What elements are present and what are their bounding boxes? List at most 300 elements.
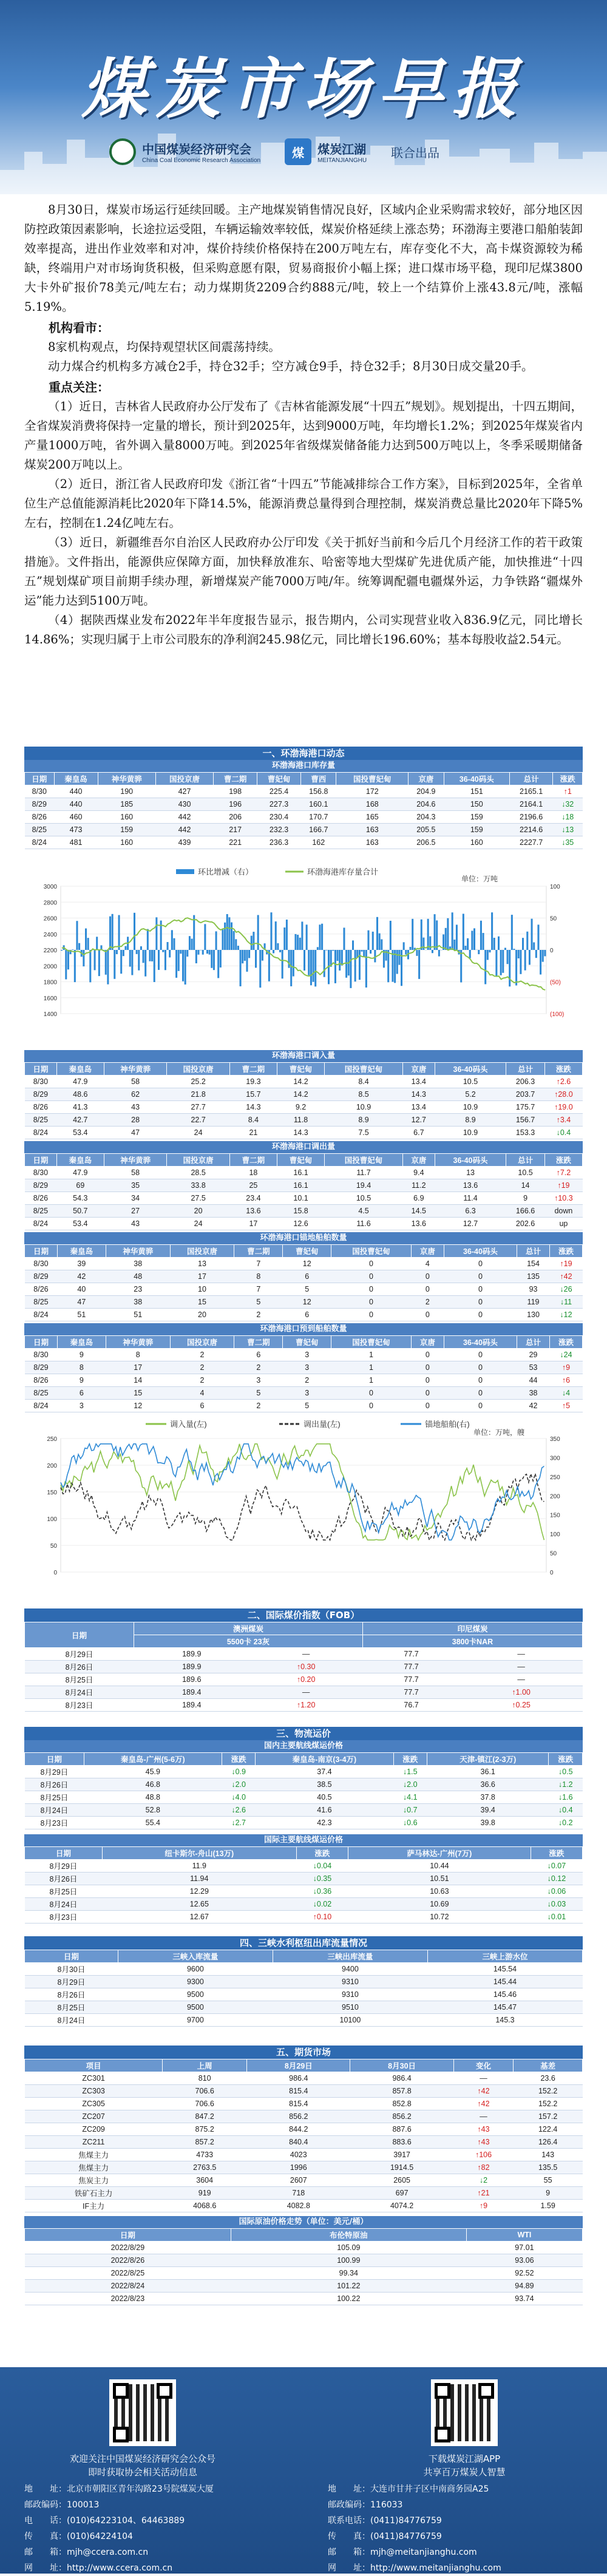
change-bar bbox=[124, 946, 126, 950]
change-bar bbox=[193, 915, 195, 950]
table-row bbox=[25, 1387, 583, 1400]
table-cell: 14.3 bbox=[277, 1127, 324, 1139]
table-cell: ↓11 bbox=[549, 1296, 582, 1309]
news-item: （2）近日，浙江省人民政府印发《浙江省“十四五”节能减排综合工作方案》，目标到2025年，全省单位生产总值能源消耗比2020年下降14.5%，能源消费总量得到合理控制，煤炭消费总量比2020年下降5%左右，控制在1.24亿吨左右。 bbox=[24, 475, 583, 533]
change-bar bbox=[507, 950, 509, 964]
table-cell: 23.6 bbox=[514, 2072, 583, 2085]
table-row bbox=[25, 1648, 583, 1661]
table-cell: 856.2 bbox=[350, 2110, 453, 2123]
table-cell: 14.5 bbox=[402, 1205, 435, 1218]
table-row bbox=[25, 2149, 583, 2161]
table-cell: ↓0.04 bbox=[296, 1860, 348, 1873]
change-bar bbox=[67, 950, 69, 969]
column-header: 秦皇岛-南京(3-4万) bbox=[256, 1753, 393, 1766]
change-bar bbox=[387, 950, 389, 982]
table-cell: 189.9 bbox=[134, 1661, 250, 1673]
column-header: 涨跌 bbox=[531, 1847, 582, 1860]
change-bar bbox=[279, 950, 281, 952]
change-bar bbox=[464, 946, 466, 950]
focus-heading: 重点关注： bbox=[49, 378, 583, 397]
change-bar bbox=[290, 950, 292, 986]
table-cell: 9 bbox=[57, 1349, 106, 1361]
table-cell: 10.51 bbox=[348, 1873, 531, 1885]
table-cell: ↓0.7 bbox=[393, 1804, 427, 1817]
y-tick-left: 2200 bbox=[44, 947, 58, 954]
table-cell: ↓1.2 bbox=[549, 1778, 583, 1791]
table-cell: 2022/8/24 bbox=[25, 2280, 231, 2293]
contact-line: 邮政编码：100013 bbox=[24, 2497, 214, 2513]
table-cell: 10.69 bbox=[348, 1898, 531, 1911]
table-cell: 46.8 bbox=[84, 1778, 222, 1791]
institutions-view: 8家机构观点，均保持观望状区间震荡持续。 bbox=[24, 337, 583, 357]
table-cell: 8月29日 bbox=[25, 1648, 134, 1661]
change-bar bbox=[524, 950, 526, 971]
table-cell: ↑43 bbox=[453, 2123, 514, 2136]
contact-line: 邮 箱：mjh@meitanjianghu.com bbox=[328, 2544, 501, 2560]
anchor-block bbox=[24, 1232, 583, 1321]
table-cell: 17 bbox=[106, 1361, 170, 1374]
table-cell: 163 bbox=[336, 836, 409, 849]
y-tick-right: 200 bbox=[550, 1493, 560, 1500]
change-bar bbox=[526, 932, 528, 950]
table-cell: 105.09 bbox=[231, 2242, 466, 2254]
change-bar bbox=[94, 950, 96, 970]
table-cell: 143 bbox=[514, 2149, 583, 2161]
table-cell: down bbox=[544, 1205, 582, 1218]
table-cell: ↓0.6 bbox=[393, 1817, 427, 1829]
table-cell: 13 bbox=[435, 1167, 506, 1179]
table-cell: ↑0.20 bbox=[249, 1673, 362, 1686]
table-cell: 159 bbox=[444, 824, 509, 836]
table-cell: 11.94 bbox=[102, 1873, 296, 1885]
scheduled-block bbox=[24, 1323, 583, 1412]
table-cell: ↓0.07 bbox=[531, 1860, 582, 1873]
table-row bbox=[25, 2161, 583, 2174]
table-cell: 76.7 bbox=[362, 1699, 459, 1712]
table-cell: 206.5 bbox=[409, 836, 444, 849]
table-cell: 8/26 bbox=[25, 811, 55, 824]
change-bar bbox=[185, 950, 186, 985]
table-cell: 0 bbox=[411, 1349, 444, 1361]
oil-table bbox=[24, 2228, 583, 2305]
table-cell: 189.9 bbox=[134, 1648, 250, 1661]
table-cell: 0 bbox=[411, 1283, 444, 1296]
table-cell: 160.1 bbox=[301, 798, 336, 811]
table-cell: 2022/8/29 bbox=[25, 2242, 231, 2254]
table-cell: 0 bbox=[411, 1361, 444, 1374]
table-cell: 10100 bbox=[273, 2014, 427, 2027]
table-cell: 11.8 bbox=[277, 1114, 324, 1127]
table-cell: 119 bbox=[517, 1296, 550, 1309]
table-row bbox=[25, 1766, 583, 1778]
table-cell: 8.9 bbox=[325, 1114, 403, 1127]
table-cell: ↓2.7 bbox=[222, 1817, 255, 1829]
table-cell: 40.5 bbox=[256, 1791, 393, 1804]
column-header: 曹二期 bbox=[229, 1063, 277, 1076]
table-cell: 0 bbox=[411, 1309, 444, 1321]
change-bar bbox=[445, 928, 447, 950]
column-header: 秦皇岛 bbox=[56, 1063, 104, 1076]
table-cell: 12.7 bbox=[435, 1218, 506, 1230]
table-cell: 35 bbox=[104, 1179, 166, 1192]
column-header: 神华黄骅 bbox=[106, 1336, 170, 1349]
section-title: 一、环渤海港口动态 bbox=[24, 747, 583, 760]
table-cell: 152.2 bbox=[514, 2098, 583, 2110]
table-row bbox=[25, 2242, 583, 2254]
change-bar bbox=[173, 938, 175, 950]
change-bar bbox=[301, 921, 303, 950]
table-title: 环渤海港口调入量 bbox=[24, 1050, 583, 1062]
table-cell: 10.72 bbox=[348, 1911, 531, 1924]
plot-area bbox=[61, 1439, 546, 1572]
mtjh-logo bbox=[285, 138, 367, 165]
inventory-chart bbox=[24, 862, 583, 1044]
table-cell: 8月29日 bbox=[25, 1860, 103, 1873]
table-cell: 100.99 bbox=[231, 2254, 466, 2267]
port-dynamics-section bbox=[24, 747, 583, 849]
change-bar bbox=[438, 950, 440, 957]
column-header: 天津-镇江(2-3万) bbox=[427, 1753, 549, 1766]
column-header: 曹妃甸 bbox=[277, 1063, 324, 1076]
mtjh-name-en: MEITANJIANGHU bbox=[317, 157, 367, 164]
change-bar bbox=[471, 930, 473, 950]
inflow-table bbox=[24, 1062, 583, 1139]
change-bar bbox=[314, 950, 316, 986]
table-cell: 442 bbox=[155, 811, 213, 824]
legend-label: 调出量(左) bbox=[304, 1420, 341, 1429]
table-cell: 7.5 bbox=[325, 1127, 403, 1139]
table-cell: 986.4 bbox=[247, 2072, 350, 2085]
table-cell: — bbox=[453, 2072, 514, 2085]
change-bar bbox=[158, 950, 160, 970]
change-bar bbox=[487, 950, 489, 960]
table-cell: 1 bbox=[331, 1361, 412, 1374]
table-cell: 3 bbox=[283, 1361, 331, 1374]
column-header: 总计 bbox=[517, 1336, 550, 1349]
table-cell: 55 bbox=[514, 2174, 583, 2187]
change-bar bbox=[277, 943, 279, 950]
change-bar bbox=[319, 924, 320, 950]
table-cell: 196 bbox=[214, 798, 257, 811]
table-cell: ↓0.01 bbox=[531, 1911, 582, 1924]
change-bar bbox=[345, 950, 347, 978]
column-header: 涨跌 bbox=[553, 773, 583, 785]
table-cell: ↑10.3 bbox=[544, 1192, 582, 1205]
news-item: （4）据陕西煤业发布2022年半年度报告显示，报告期内，公司实现营业收入836.9亿元，同比增长14.86%；实现归属于上市公司股东的净利润245.98亿元，同比增长196.60%；基本每股收益2.54元。 bbox=[24, 611, 583, 649]
table-row bbox=[25, 1873, 583, 1885]
table-cell: 0 bbox=[444, 1296, 517, 1309]
table-cell: 430 bbox=[155, 798, 213, 811]
table-cell: 37.8 bbox=[427, 1791, 549, 1804]
table-cell: ↓13 bbox=[553, 824, 583, 836]
table-cell: 8月25日 bbox=[25, 1673, 134, 1686]
change-bar bbox=[363, 950, 365, 957]
change-bar bbox=[220, 950, 222, 968]
table-cell: ↓2.0 bbox=[222, 1778, 255, 1791]
y-tick-right: 150 bbox=[550, 1513, 560, 1519]
change-bar bbox=[379, 934, 381, 950]
table-cell: 460 bbox=[54, 811, 98, 824]
table-cell: 205.5 bbox=[409, 824, 444, 836]
table-cell: 11.6 bbox=[325, 1218, 403, 1230]
change-bar bbox=[286, 920, 288, 950]
column-header: 国投京唐 bbox=[155, 773, 213, 785]
intro-text bbox=[24, 200, 583, 649]
column-header: 国投京唐 bbox=[170, 1245, 234, 1258]
table-row bbox=[25, 1205, 583, 1218]
table-row bbox=[25, 1114, 583, 1127]
table-cell: ↑106 bbox=[453, 2149, 514, 2161]
table-title: 国际主要航线煤运价格 bbox=[24, 1834, 583, 1846]
table-cell: 8月26日 bbox=[25, 1988, 118, 2001]
table-cell: 875.2 bbox=[163, 2123, 247, 2136]
column-header: 日期 bbox=[25, 1245, 58, 1258]
column-header: 日期 bbox=[25, 1847, 103, 1860]
change-bar bbox=[293, 950, 294, 977]
table-cell: 8月25日 bbox=[25, 2001, 118, 2014]
table-cell: 1.59 bbox=[514, 2200, 583, 2212]
change-bar bbox=[215, 931, 217, 950]
table-row bbox=[25, 2293, 583, 2305]
table-cell: ZC207 bbox=[25, 2110, 163, 2123]
column-header: 曹二期 bbox=[234, 1336, 283, 1349]
table-cell: ↑42 bbox=[453, 2085, 514, 2098]
column-header: 36-40码头 bbox=[435, 1154, 506, 1167]
change-bar bbox=[376, 917, 378, 950]
table-cell: ↑0.10 bbox=[296, 1911, 348, 1924]
y-tick-left: 1400 bbox=[44, 1011, 58, 1018]
table-cell: 5 bbox=[234, 1387, 283, 1400]
table-row bbox=[25, 1885, 583, 1898]
column-header: 京唐 bbox=[409, 773, 444, 785]
table-cell: 206.3 bbox=[506, 1076, 544, 1088]
table-cell: 145.3 bbox=[427, 2014, 582, 2027]
change-bar bbox=[513, 949, 515, 950]
table-cell: 10.44 bbox=[348, 1860, 531, 1873]
table-cell: 2607 bbox=[247, 2174, 350, 2187]
section-title: 四、三峡水利枢纽出库流量情况 bbox=[24, 1936, 583, 1950]
contact-line: 邮 箱：mjh@ccera.com.cn bbox=[24, 2544, 214, 2560]
change-bar bbox=[87, 938, 89, 950]
column-header: 36-40码头 bbox=[444, 773, 509, 785]
table-cell: 189.6 bbox=[134, 1673, 250, 1686]
column-header: 上周 bbox=[163, 2059, 247, 2072]
change-bar bbox=[297, 935, 299, 950]
table-cell: 45.9 bbox=[84, 1766, 222, 1778]
table-cell: 4 bbox=[170, 1387, 234, 1400]
contact-line: 地 址：北京市朝阳区青年沟路23号院煤炭大厦 bbox=[24, 2481, 214, 2497]
table-cell: 54.3 bbox=[56, 1192, 104, 1205]
table-cell: 40 bbox=[57, 1283, 106, 1296]
table-cell: 145.47 bbox=[427, 2001, 582, 2014]
column-header: 8月29日 bbox=[247, 2059, 350, 2072]
column-header: 秦皇岛 bbox=[57, 1245, 106, 1258]
change-bar bbox=[520, 950, 521, 974]
table-cell: 12.7 bbox=[402, 1114, 435, 1127]
legend-label: 调入量(左) bbox=[170, 1420, 207, 1429]
table-row bbox=[25, 811, 583, 824]
table-row bbox=[25, 2267, 583, 2280]
change-bar bbox=[418, 950, 420, 979]
table-cell: 38 bbox=[106, 1296, 170, 1309]
flow-chart-svg bbox=[24, 1414, 583, 1596]
column-header: 神华黄骅 bbox=[106, 1245, 170, 1258]
legend-label: 锚地船舶(右) bbox=[425, 1420, 470, 1429]
table-row bbox=[25, 1076, 583, 1088]
table-row bbox=[25, 2254, 583, 2267]
table-row bbox=[25, 1167, 583, 1179]
chart-unit: 单位：万吨 bbox=[461, 874, 498, 883]
table-cell: ↓4.0 bbox=[222, 1791, 255, 1804]
table-row bbox=[25, 1860, 583, 1873]
table-cell: 887.6 bbox=[350, 2123, 453, 2136]
table-cell: ZC303 bbox=[25, 2085, 163, 2098]
change-bar bbox=[143, 950, 144, 963]
table-cell: 8/30 bbox=[25, 1167, 57, 1179]
table-cell: 50.7 bbox=[56, 1205, 104, 1218]
column-header: 国投曹妃甸 bbox=[331, 1245, 412, 1258]
table-cell: 13.4 bbox=[402, 1101, 435, 1114]
change-bar bbox=[432, 950, 433, 953]
change-bar bbox=[504, 948, 506, 950]
table-cell: 焦煤主力 bbox=[25, 2149, 163, 2161]
table-cell: 8/29 bbox=[25, 1361, 58, 1374]
change-bar bbox=[529, 950, 531, 965]
table-cell: 145.44 bbox=[427, 1976, 582, 1988]
table-cell: 0 bbox=[331, 1283, 412, 1296]
table-cell: 22.7 bbox=[167, 1114, 229, 1127]
table-cell: 6 bbox=[170, 1400, 234, 1412]
table-cell: 8/26 bbox=[25, 1283, 58, 1296]
table-cell: 8月24日 bbox=[25, 1686, 134, 1699]
mtjh-app-qr-code bbox=[431, 2379, 498, 2446]
change-bar bbox=[262, 950, 263, 961]
table-row bbox=[25, 2123, 583, 2136]
table-cell: 8/24 bbox=[25, 1218, 57, 1230]
table-cell: 10.5 bbox=[325, 1192, 403, 1205]
table-cell: 170.7 bbox=[301, 811, 336, 824]
freight-section bbox=[24, 1727, 583, 1924]
table-cell: 0 bbox=[331, 1400, 412, 1412]
table-cell: 159 bbox=[444, 811, 509, 824]
table-cell: 38.5 bbox=[256, 1778, 393, 1791]
table-cell: 11.4 bbox=[435, 1192, 506, 1205]
table-cell: 43 bbox=[104, 1101, 166, 1114]
change-bar bbox=[416, 950, 418, 956]
inflow-block bbox=[24, 1050, 583, 1139]
table-cell: 221 bbox=[214, 836, 257, 849]
change-bar bbox=[195, 950, 197, 963]
futures-section bbox=[24, 2046, 583, 2305]
table-cell: 48.8 bbox=[84, 1791, 222, 1804]
table-cell: 41.3 bbox=[56, 1101, 104, 1114]
table-cell: 697 bbox=[350, 2187, 453, 2200]
table-cell: 13.6 bbox=[435, 1179, 506, 1192]
table-cell: — bbox=[453, 2110, 514, 2123]
table-cell: 2 bbox=[234, 1309, 283, 1321]
change-bar bbox=[182, 950, 184, 981]
table-cell: ↓1.5 bbox=[393, 1766, 427, 1778]
change-bar bbox=[180, 950, 181, 954]
table-cell: 20 bbox=[170, 1309, 234, 1321]
change-bar bbox=[339, 950, 341, 971]
column-header: 涨跌 bbox=[544, 1154, 582, 1167]
table-cell: 8月24日 bbox=[25, 2014, 118, 2027]
change-bar bbox=[246, 950, 248, 972]
table-cell: ↑1.00 bbox=[460, 1686, 583, 1699]
change-bar bbox=[72, 949, 73, 950]
table-cell: — bbox=[249, 1648, 362, 1661]
table-cell: 8.4 bbox=[325, 1076, 403, 1088]
table-cell: 18 bbox=[229, 1167, 277, 1179]
table-cell: 2 bbox=[411, 1296, 444, 1309]
table-row bbox=[25, 1179, 583, 1192]
table-cell: 6 bbox=[283, 1270, 331, 1283]
table-cell: 2165.1 bbox=[509, 785, 552, 798]
ccera-caption-2: 即时获取协会相关活动信息 bbox=[9, 2466, 276, 2478]
table-title: 环渤海港口预到船舶数量 bbox=[24, 1323, 583, 1335]
table-cell: 8月23日 bbox=[25, 1817, 84, 1829]
table-cell: 6.9 bbox=[402, 1192, 435, 1205]
change-bar bbox=[151, 950, 153, 961]
change-bar bbox=[138, 950, 140, 971]
mtjh-contact-info bbox=[328, 2481, 501, 2576]
table-cell: 14.3 bbox=[402, 1088, 435, 1101]
change-bar bbox=[200, 950, 202, 951]
table-cell: 8/29 bbox=[25, 1179, 57, 1192]
change-bar bbox=[467, 938, 469, 950]
change-bar bbox=[65, 950, 67, 979]
table-cell: 815.4 bbox=[247, 2098, 350, 2110]
table-cell: ↓0.03 bbox=[531, 1898, 582, 1911]
table-cell: 焦煤主力 bbox=[25, 2161, 163, 2174]
table-cell: 236.3 bbox=[257, 836, 301, 849]
ccera-name-en: China Coal Economic Research Association bbox=[142, 157, 260, 164]
change-bar bbox=[211, 950, 212, 968]
table-cell: 6 bbox=[234, 1349, 283, 1361]
table-title: 环渤海港口锚地船舶数量 bbox=[24, 1232, 583, 1244]
change-bar bbox=[350, 950, 351, 988]
outflow-block bbox=[24, 1141, 583, 1230]
change-bar bbox=[381, 939, 382, 950]
table-cell: 25.2 bbox=[167, 1076, 229, 1088]
change-bar bbox=[456, 924, 458, 950]
column-header: 布伦特原油 bbox=[231, 2229, 466, 2242]
change-bar bbox=[283, 927, 285, 950]
table-cell: 4023 bbox=[247, 2149, 350, 2161]
column-header: 京唐 bbox=[402, 1063, 435, 1076]
column-header: 秦皇岛-广州(5-6万) bbox=[84, 1753, 222, 1766]
change-bar bbox=[531, 919, 533, 950]
column-header: 36-40码头 bbox=[444, 1336, 517, 1349]
y-tick-right: 0 bbox=[550, 947, 554, 954]
scheduled-table bbox=[24, 1335, 583, 1412]
change-bar bbox=[304, 950, 305, 971]
change-bar bbox=[359, 950, 361, 980]
table-row bbox=[25, 1963, 583, 1976]
table-cell: 203.7 bbox=[506, 1088, 544, 1101]
change-bar bbox=[422, 938, 424, 950]
table-cell: ↓2.6 bbox=[222, 1804, 255, 1817]
table-cell: 9500 bbox=[118, 1988, 273, 2001]
table-row bbox=[25, 2280, 583, 2293]
table-cell: 4.5 bbox=[325, 1205, 403, 1218]
change-bar bbox=[473, 928, 475, 950]
column-header: 日期 bbox=[25, 1063, 57, 1076]
change-bar bbox=[257, 915, 259, 950]
change-bar bbox=[175, 950, 177, 978]
table-cell: 8/25 bbox=[25, 824, 55, 836]
